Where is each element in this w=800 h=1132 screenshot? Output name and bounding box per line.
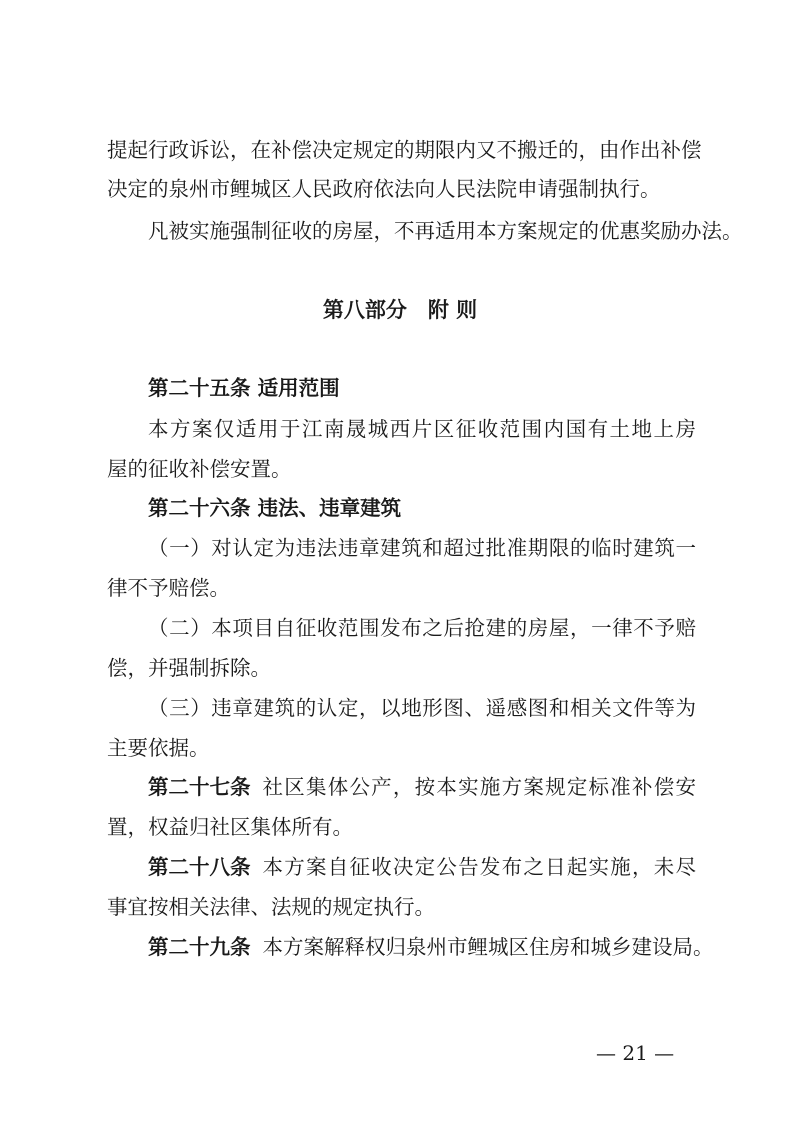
article-title: 第二十五条 适用范围 [148, 376, 340, 400]
paragraph-line [148, 935, 714, 959]
article-text: 本方案自征收决定公告发布之日起实施，未尽 [262, 855, 696, 879]
paragraph-line: 本方案仅适用于江南晟城西片区征收范围内国有土地上房 [148, 417, 696, 441]
paragraph-line: 凡被实施强制征收的房屋，不再适用本方案规定的优惠奖励办法。 [148, 219, 743, 243]
article-label: 第二十九条 [148, 935, 251, 959]
section-heading: 第八部分 附 则 [322, 297, 478, 322]
paragraph-line: 屋的征收补偿安置。 [107, 457, 292, 481]
paragraph-line: 提起行政诉讼，在补偿决定规定的期限内又不搬迁的，由作出补偿 [107, 138, 702, 162]
article-label: 第二十七条 [148, 775, 251, 799]
article-text: 本方案解释权归泉州市鲤城区住房和城乡建设局。 [262, 935, 714, 959]
paragraph-line: 事宜按相关法律、法规的规定执行。 [107, 895, 435, 919]
paragraph-line: 偿，并强制拆除。 [107, 656, 271, 680]
article-title: 第二十六条 违法、违章建筑 [148, 496, 402, 520]
paragraph-line [148, 857, 696, 878]
paragraph-line: 主要依据。 [107, 736, 210, 760]
paragraph-line: 置，权益归社区集体所有。 [107, 815, 353, 839]
article-text: 社区集体公产，按本实施方案规定标准补偿安 [262, 775, 696, 799]
page-number: — 21 — [596, 1041, 675, 1065]
paragraph-line: （二）本项目自征收范围发布之后抢建的房屋，一律不予赔 [148, 616, 696, 640]
article-label: 第二十八条 [148, 855, 251, 879]
paragraph-line [148, 777, 696, 798]
paragraph-line: 律不予赔偿。 [107, 576, 230, 600]
paragraph-line: （三）违章建筑的认定，以地形图、遥感图和相关文件等为 [148, 696, 696, 720]
paragraph-line: 决定的泉州市鲤城区人民政府依法向人民法院申请强制执行。 [107, 177, 661, 201]
paragraph-line: （一）对认定为违法违章建筑和超过批准期限的临时建筑一 [148, 536, 696, 560]
